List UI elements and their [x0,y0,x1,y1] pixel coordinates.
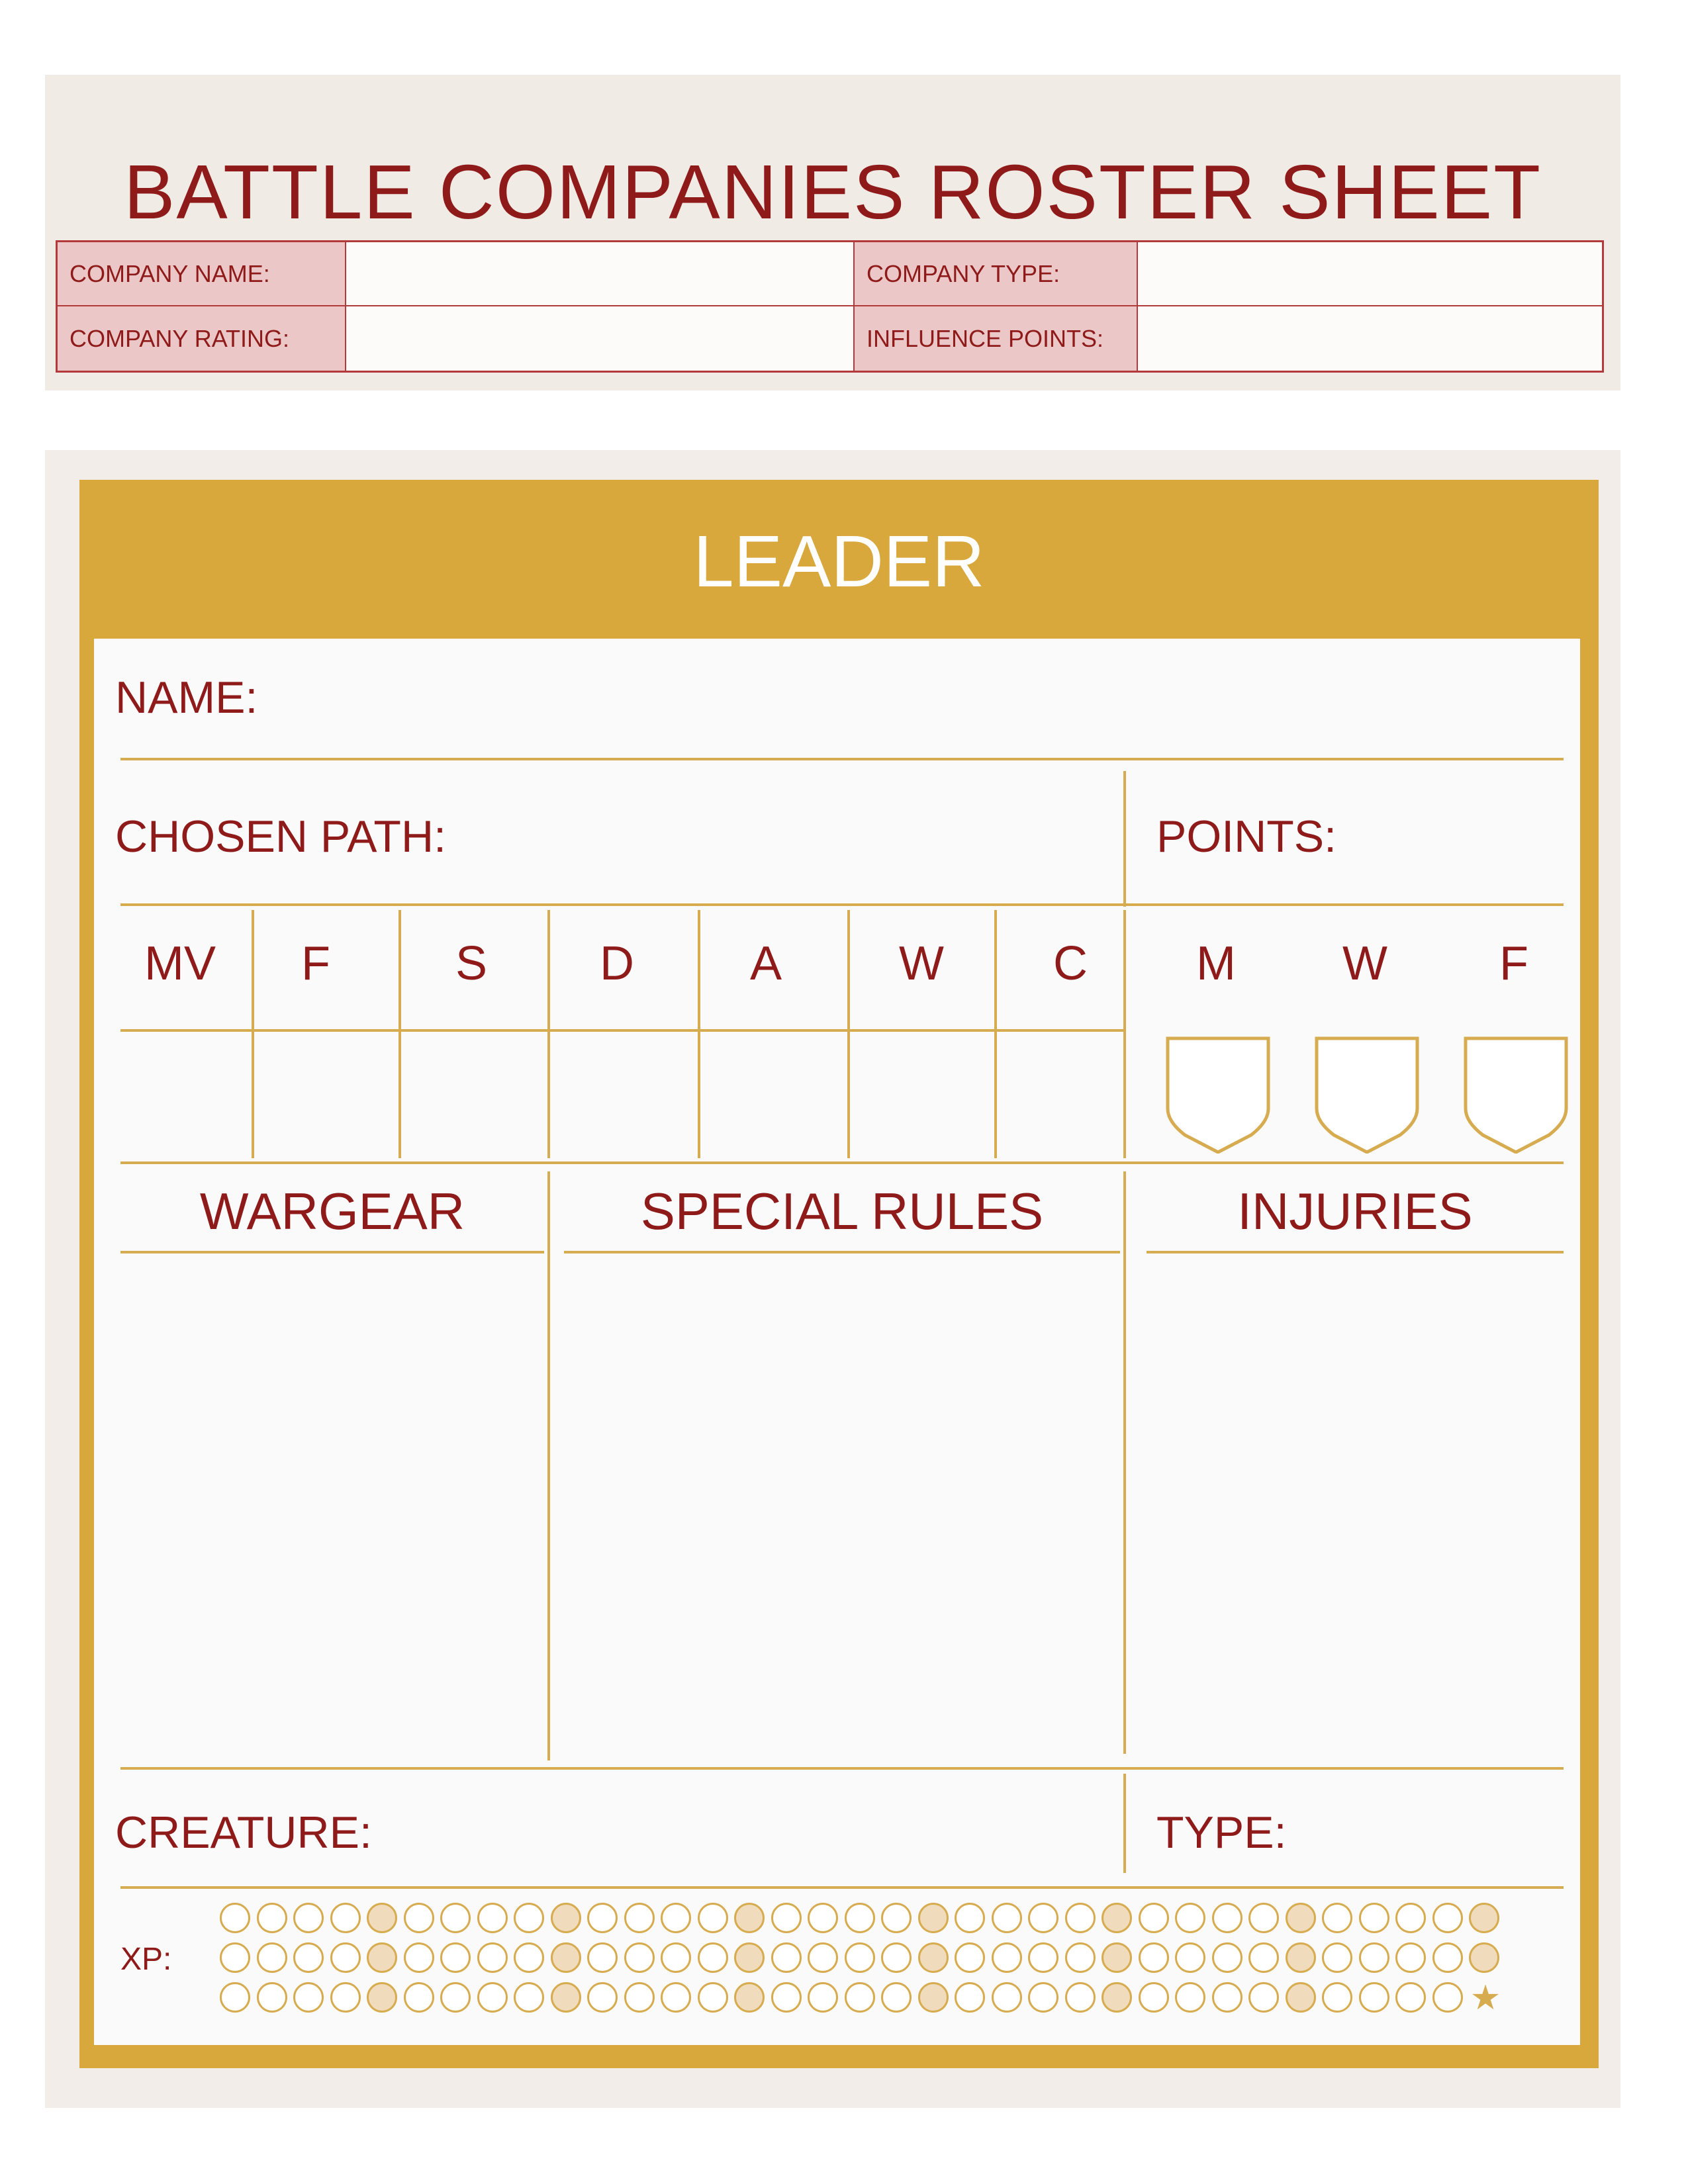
xp-circle[interactable] [1432,1982,1463,2013]
divider [1123,1774,1126,1873]
xp-circle[interactable] [808,1903,838,1933]
injuries-heading-line [1147,1251,1564,1253]
xp-circle[interactable] [1286,1942,1316,1973]
stat-value-d[interactable] [551,1036,694,1155]
xp-circle[interactable] [257,1903,287,1933]
company-rating-label: COMPANY RATING: [58,306,346,371]
xp-circle[interactable] [1212,1982,1243,2013]
xp-circle[interactable] [1359,1903,1389,1933]
might-shield-icon[interactable] [1165,1036,1271,1154]
xp-circle[interactable] [955,1982,985,2013]
xp-circle[interactable] [1395,1903,1426,1933]
xp-circle[interactable] [587,1903,618,1933]
xp-circle[interactable] [293,1942,324,1973]
xp-circle[interactable] [1212,1942,1243,1973]
xp-circle[interactable] [257,1942,287,1973]
xp-circle[interactable] [551,1982,581,2013]
xp-circle[interactable] [845,1942,875,1973]
stat-value-mv[interactable] [122,1036,249,1155]
xp-circle[interactable] [367,1982,397,2013]
xp-circle[interactable] [1065,1982,1096,2013]
xp-circle[interactable] [1432,1903,1463,1933]
xp-circle[interactable] [367,1903,397,1933]
xp-circle[interactable] [1432,1942,1463,1973]
xp-circle[interactable] [1469,1903,1499,1933]
xp-circle[interactable] [698,1903,728,1933]
xp-circle[interactable] [220,1903,250,1933]
xp-circle[interactable] [808,1982,838,2013]
xp-label: XP: [120,1942,172,1977]
stat-header-c: C [1053,937,1088,990]
xp-circle[interactable] [955,1903,985,1933]
stat-divider [547,910,550,1158]
xp-circle[interactable] [1248,1903,1279,1933]
xp-circle[interactable] [514,1942,544,1973]
xp-circle[interactable] [440,1903,471,1933]
company-name-label: COMPANY NAME: [58,242,346,306]
xp-circle[interactable] [918,1982,949,2013]
injuries-heading: INJURIES [1237,1182,1473,1240]
xp-circle[interactable] [551,1942,581,1973]
divider [1123,771,1126,907]
xp-circle[interactable] [881,1903,912,1933]
stat-header-w: W [899,937,944,990]
xp-circle[interactable] [1028,1942,1058,1973]
xp-circle[interactable] [881,1942,912,1973]
company-type-field[interactable] [1138,242,1602,306]
stat-divider [994,910,997,1158]
xp-circle[interactable] [918,1942,949,1973]
xp-circle[interactable] [661,1982,691,2013]
creature-label: CREATURE: [115,1807,372,1858]
stat-divider [252,910,254,1158]
xp-circle[interactable] [698,1982,728,2013]
stat-value-a[interactable] [702,1036,845,1155]
xp-circle[interactable] [440,1982,471,2013]
creature-line[interactable] [120,1886,1564,1889]
xp-circle[interactable] [771,1942,802,1973]
xp-circle[interactable] [881,1982,912,2013]
stat-value-w[interactable] [851,1036,992,1155]
xp-circle[interactable] [440,1942,471,1973]
xp-circle[interactable] [1175,1982,1205,2013]
xp-circle[interactable] [1248,1942,1279,1973]
xp-circle[interactable] [918,1903,949,1933]
company-rating-field[interactable] [346,306,855,371]
xp-circle[interactable] [1286,1903,1316,1933]
xp-star-icon[interactable]: ★ [1470,1979,1501,2017]
xp-circle[interactable] [1065,1903,1096,1933]
influence-points-label: INFLUENCE POINTS: [855,306,1138,371]
stat-divider [1123,910,1126,1158]
stat-header-mv: MV [144,937,216,990]
stat-divider [399,910,401,1158]
xp-circle[interactable] [551,1903,581,1933]
sections-bottom-line [120,1767,1564,1770]
xp-circle[interactable] [1175,1942,1205,1973]
xp-circle[interactable] [477,1942,508,1973]
xp-circle[interactable] [1248,1982,1279,2013]
stat-divider [847,910,850,1158]
xp-circle[interactable] [293,1982,324,2013]
xp-circle[interactable] [1359,1942,1389,1973]
fate-shield-icon[interactable] [1463,1036,1569,1154]
xp-circle[interactable] [661,1903,691,1933]
name-line[interactable] [120,758,1564,760]
xp-circle[interactable] [330,1942,361,1973]
xp-circle[interactable] [220,1942,250,1973]
special-rules-heading-line [564,1251,1120,1253]
xp-circle[interactable] [1028,1982,1058,2013]
xp-circle[interactable] [1322,1903,1352,1933]
xp-circle[interactable] [1395,1982,1426,2013]
xp-circle[interactable] [1322,1982,1352,2013]
xp-circle[interactable] [661,1942,691,1973]
section-divider [1123,1171,1126,1754]
xp-circle[interactable] [514,1982,544,2013]
stat-header-f: F [301,937,330,990]
xp-circle[interactable] [1359,1982,1389,2013]
type-label: TYPE: [1156,1807,1287,1858]
xp-circle[interactable] [992,1903,1022,1933]
stat-header-a: A [749,937,782,990]
xp-circle[interactable] [514,1903,544,1933]
xp-circle[interactable] [404,1903,434,1933]
xp-circle[interactable] [1102,1982,1132,2013]
stat-header-d: D [600,937,634,990]
stat-header-line [120,1029,1123,1032]
company-name-field[interactable] [346,242,855,306]
xp-circle[interactable] [845,1903,875,1933]
xp-circle[interactable] [992,1942,1022,1973]
company-type-label: COMPANY TYPE: [855,242,1138,306]
xp-circle[interactable] [587,1982,618,2013]
xp-circle[interactable] [624,1903,655,1933]
stat-value-c[interactable] [998,1036,1121,1155]
header-panel [45,75,1620,390]
company-info-table [56,240,1604,373]
xp-track-row-2 [220,1942,1499,1976]
special-rules-heading: SPECIAL RULES [640,1182,1044,1240]
xp-circle[interactable] [734,1942,765,1973]
chosen-path-line[interactable] [120,903,1564,906]
xp-circle[interactable] [1139,1903,1169,1933]
xp-circle[interactable] [734,1982,765,2013]
xp-circle[interactable] [477,1982,508,2013]
leader-title: LEADER [693,521,985,602]
xp-circle[interactable] [992,1982,1022,2013]
points-label: POINTS: [1156,811,1337,862]
heroic-header-will: W [1342,937,1387,990]
xp-circle[interactable] [734,1903,765,1933]
xp-circle[interactable] [257,1982,287,2013]
xp-circle[interactable] [955,1942,985,1973]
xp-circle[interactable] [367,1942,397,1973]
xp-circle[interactable] [293,1903,324,1933]
xp-circle[interactable] [1286,1982,1316,2013]
xp-circle[interactable] [698,1942,728,1973]
xp-circle[interactable] [404,1942,434,1973]
xp-circle[interactable] [771,1982,802,2013]
wargear-area[interactable] [120,1257,544,1757]
stat-header-s: S [455,937,488,990]
xp-circle[interactable] [477,1903,508,1933]
stats-bottom-line [120,1161,1564,1164]
xp-circle[interactable] [1139,1982,1169,2013]
xp-circle[interactable] [220,1982,250,2013]
heroic-header-might: M [1196,937,1236,990]
xp-circle[interactable] [1212,1903,1243,1933]
injuries-area[interactable] [1130,1257,1564,1757]
xp-circle[interactable] [771,1903,802,1933]
stat-divider [698,910,700,1158]
wargear-heading-line [120,1251,544,1253]
stat-value-s[interactable] [402,1036,544,1155]
sheet-title: BATTLE COMPANIES ROSTER SHEET [123,149,1542,235]
xp-circle[interactable] [808,1942,838,1973]
leader-card-body [94,639,1580,2045]
special-rules-area[interactable] [554,1257,1120,1757]
wargear-heading: WARGEAR [199,1182,465,1240]
xp-circle[interactable] [587,1942,618,1973]
xp-circle[interactable] [1102,1942,1132,1973]
xp-circle[interactable] [404,1982,434,2013]
xp-circle[interactable] [1469,1942,1499,1973]
xp-circle[interactable] [330,1903,361,1933]
xp-circle[interactable] [1175,1903,1205,1933]
xp-circle[interactable] [1322,1942,1352,1973]
xp-track-row-3 [220,1979,1502,2017]
influence-points-field[interactable] [1138,306,1602,371]
xp-circle[interactable] [1065,1942,1096,1973]
xp-circle[interactable] [1139,1942,1169,1973]
xp-circle[interactable] [624,1982,655,2013]
leader-card [79,480,1599,2068]
xp-track-row-1 [220,1903,1499,1936]
section-divider [547,1171,550,1760]
stat-value-f[interactable] [256,1036,396,1155]
name-label: NAME: [115,672,258,723]
xp-circle[interactable] [330,1982,361,2013]
xp-circle[interactable] [624,1942,655,1973]
xp-circle[interactable] [1028,1903,1058,1933]
xp-circle[interactable] [1102,1903,1132,1933]
xp-circle[interactable] [845,1982,875,2013]
heroic-header-fate: F [1499,937,1528,990]
will-shield-icon[interactable] [1314,1036,1420,1154]
xp-circle[interactable] [1395,1942,1426,1973]
chosen-path-label: CHOSEN PATH: [115,811,446,862]
